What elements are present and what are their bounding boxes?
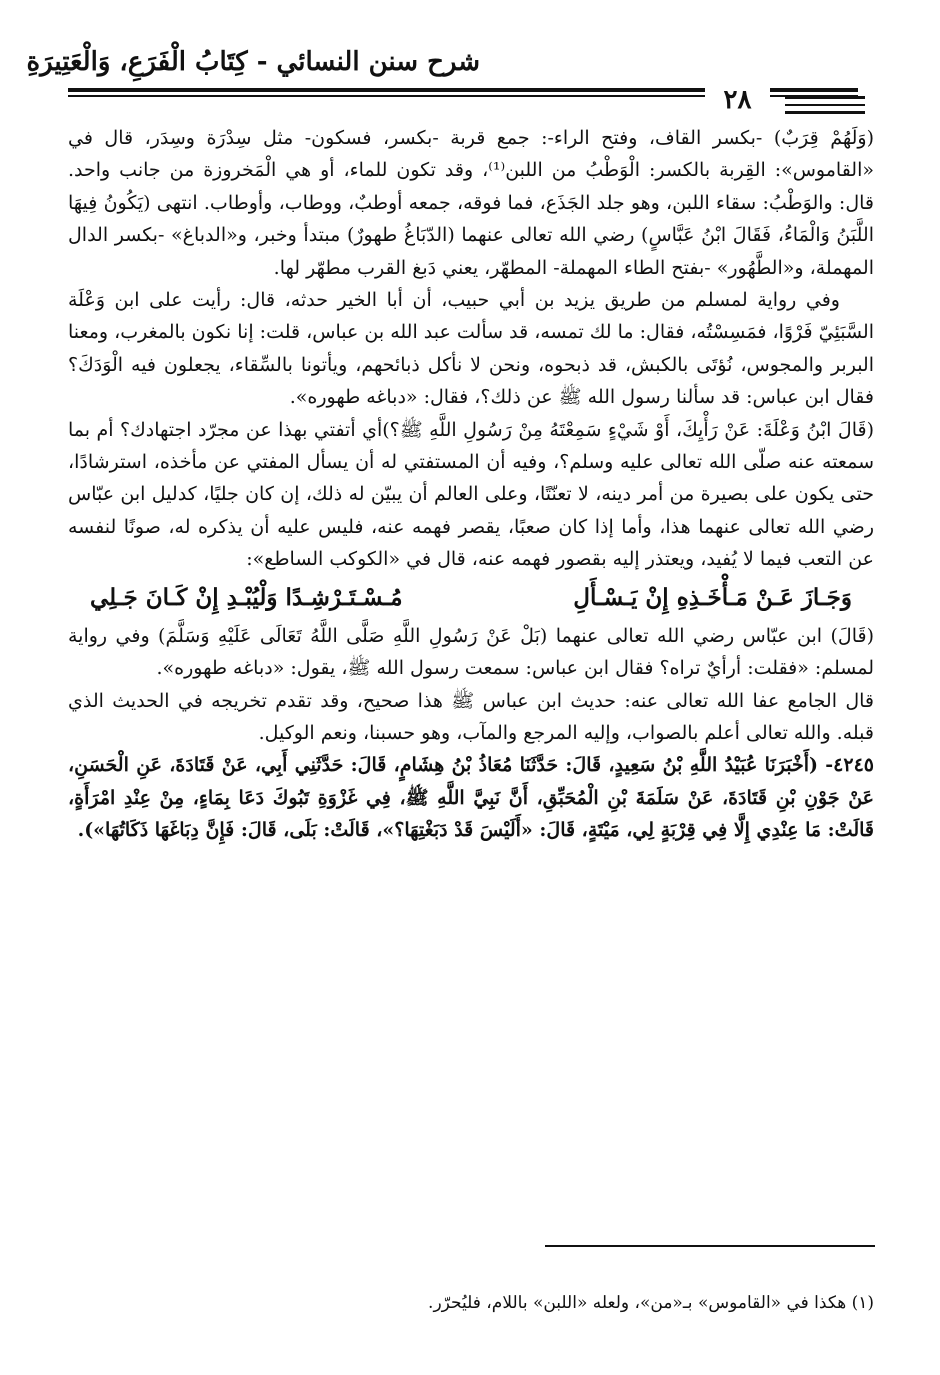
footnote: (١) هكذا في «القاموس» بـ«من»، ولعله «اللبن» باللام، فليُحرّر. xyxy=(428,1293,874,1313)
verse-second-hemistich: مُـسْـتَـرْشِـدًا وَلْيُبْـدِ إِنْ كَـانَ جَـلِي xyxy=(90,583,403,611)
page-number: ٢٨ xyxy=(705,82,770,118)
poetry-verse xyxy=(68,576,874,620)
page-number-ornament xyxy=(785,96,865,119)
paragraph-3: (قَالَ ابْنُ وَعْلَةَ: عَنْ رَأْيِكَ، أَوْ شَيْءٍ سَمِعْتَهُ مِنْ رَسُولِ اللَّهِ ﷺ؟)أي أتفتي بهذا عن مجرّد اجتهادك؟ أم بما سمعته عنه صلّى الله تعالى عليه وسلم؟، وفيه أن المستفتي له أن يسأل المفتي عن مأخذه، استرشادًا، حتى يكون على بصيرة من أمر دينه، لا تعنّتًا، وعلى العالم أن يبيّن له ذلك، إن كان جليًا، كدليل ابن عبّاس رضي الله تعالى عنهما هذا، وأما إذا كان صعبًا، يقصر فهمه عنه، فليس عليه أن يذكره له، صونًا لنفسه عن التعب فيما لا يُفيد، ويعتذر إليه بقصور فهمه عنه، قال في «الكوكب الساطع»: xyxy=(68,418,874,571)
paragraph-4: (قَالَ) ابن عبّاس رضي الله تعالى عنهما (بَلْ عَنْ رَسُولِ اللَّهِ صَلَّى اللَّهُ تَعَالَى عَلَيْهِ وَسَلَّمَ) وفي رواية لمسلم: «فقلت: أرأيٌ تراه؟ فقال ابن عباس: سمعت رسول الله ﷺ، يقول: «دباغه طهوره». xyxy=(68,624,874,680)
paragraph-1: (وَلَهُمْ قِرَبٌ) -بكسر القاف، وفتح الراء-: جمع قربة -بكسر، فسكون- مثل سِدْرَة وسِدَر، قال في «القاموس»: القِربة بالكسر: الْوَطْبُ من اللبن⁽¹⁾، وقد تكون للماء، أو هي الْمَخروزة من جانب واحد. قال: والوَطْبُ: سقاء اللبن، وهو جلد الجَذَع، فما فوقه، جمعه أوطبٌ، ووطاب، وأوطاب. انتهى (يَكُونُ فِيهَا اللَّبَنُ وَالْمَاءُ، فَقَالَ ابْنُ عَبَّاسٍ) رضي الله تعالى عنهما (الدّبَاغُ طهورٌ) مبتدأ وخبر، و«الدباغ» -بكسر الدال المهملة، و«الطَّهُور» -بفتح الطاء المهملة- المطهّر، يعني دَبغ القرب مطهّر لها. xyxy=(68,127,874,279)
footnote-separator xyxy=(545,1245,875,1247)
paragraph-2: وفي رواية لمسلم من طريق يزيد بن أبي حبيب، أن أبا الخير حدثه، قال: رأيت على ابن وَعْلَة السَّبَئِيّ فَرْوًا، فمَسِسْتُه، فقال: ما لك تمسه، قد سألت عبد الله بن عباس، قلت: إنا نكون بالمغرب، ومعنا البربر والمجوس، نُؤتَى بالكبش، قد ذبحوه، ونحن لا نأكل ذبائحهم، ويأتونا بالسِّقاء، يجعلون فيه الْوَدَكَ؟ فقال ابن عباس: قد سألنا رسول الله ﷺ عن ذلك؟، فقال: «دباغه طهوره». xyxy=(68,289,874,409)
verse-first-hemistich: وَجَـازَ عَـنْ مَـأْخَـذِهِ إِنْ يَـسْـأَلِ xyxy=(573,583,852,611)
paragraph-5: قال الجامع عفا الله تعالى عنه: حديث ابن عباس ﷺ هذا صحيح، وقد تقدم تخريجه في الحديث الذي قبله. والله تعالى أعلم بالصواب، وإليه المرجع والمآب، وهو حسبنا، ونعم الوكيل. xyxy=(68,689,874,744)
paragraph-6-hadith: ٤٢٤٥- (أَخْبَرَنَا عُبَيْدُ اللَّهِ بْنُ سَعِيدٍ، قَالَ: حَدَّثَنَا مُعَاذُ بْنُ هِشَامٍ، قَالَ: حَدَّثَنِي أَبِي، عَنْ قَتَادَةَ، عَنِ الْحَسَنِ، عَنْ جَوْنِ بْنِ قَتَادَةَ، عَنْ سَلَمَةَ بْنِ الْمُحَبِّقِ، أَنَّ نَبِيَّ اللَّهِ ﷺ، فِي غَزْوَةِ تَبُوكَ دَعَا بِمَاءٍ، مِنْ عِنْدِ امْرَأَةٍ، قَالَتْ: مَا عِنْدِي إِلَّا فِي قِرْبَةٍ لِي، مَيْتَةٍ، قَالَ: «أَلَيْسَ قَدْ دَبَغْتِهَا؟»، قَالَتْ: بَلَى، قَالَ: فَإِنَّ دِبَاغَهَا ذَكَاتُهَا»). xyxy=(68,754,874,842)
page-body xyxy=(68,122,874,847)
page-header-title: شرح سنن النسائي - كِتَابُ الْفَرَعِ، وَالْعَتِيرَةِ xyxy=(26,47,480,77)
